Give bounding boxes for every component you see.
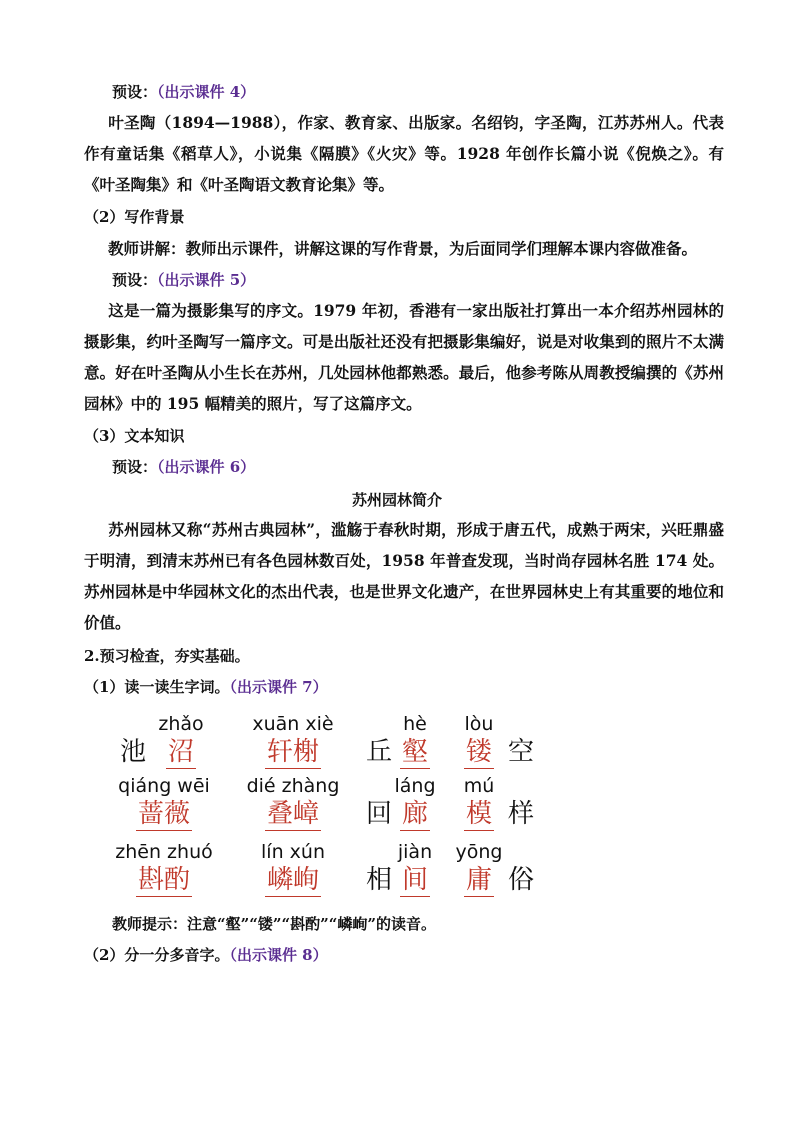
garden-intro-paragraph (84, 514, 724, 638)
polyphone-label: （2）分一分多音字。 (84, 946, 230, 964)
hanzi: 蔷薇 (137, 799, 190, 829)
section-heading-preview: 2.预习检查，夯实基础。 (84, 647, 250, 665)
hanzi: 嶙峋 (266, 865, 319, 895)
hanzi: 间 (401, 865, 428, 895)
pinyin: zhēn zhuó (115, 841, 213, 863)
vocab-row-1 (112, 712, 672, 772)
hanzi: 沼 (167, 737, 194, 767)
preset-line-2 (112, 270, 255, 290)
pinyin: dié zhàng (246, 775, 340, 797)
preset-label: 预设： (112, 83, 158, 101)
preset-label: 预设： (112, 271, 158, 289)
plain-char: 丘 (366, 737, 393, 767)
hanzi: 壑 (401, 737, 428, 767)
hanzi: 廊 (401, 799, 428, 829)
vocab-row-3 (112, 840, 672, 900)
plain-char: 样 (508, 799, 535, 829)
pinyin: zhǎo (158, 713, 204, 735)
vocab-word (390, 840, 440, 897)
polyphone-heading (84, 945, 328, 965)
preset-line-1 (112, 82, 255, 102)
courseware-note: （出示课件 7） (229, 678, 328, 696)
teacher-explain-text: 教师讲解：教师出示课件，讲解这课的写作背景，为后面同学们理解本课内容做准备。 (108, 239, 698, 258)
vocab-word (390, 774, 440, 831)
pinyin: lín xún (261, 841, 325, 863)
vocab-word (454, 840, 504, 897)
pinyin: láng (394, 775, 436, 797)
vocab-word (238, 774, 348, 831)
pinyin: xuān xiè (252, 713, 334, 735)
vocab-word (238, 840, 348, 897)
courseware-note: （出示课件 5） (157, 271, 256, 289)
vocab-word (390, 712, 440, 769)
courseware-note: （出示课件 6） (157, 458, 256, 476)
plain-char: 相 (366, 865, 393, 895)
section-heading-background: （2）写作背景 (84, 208, 185, 226)
hanzi: 镂 (465, 737, 492, 767)
background-text: 这是一篇为摄影集写的序文。1979 年初，香港有一家出版社打算出一本介绍苏州园林的摄影集，约叶圣陶写一篇序文。可是出版社还没有把摄影集编好，说是对收集到的照片不太满意。好在叶圣陶从小生长在苏州，几处园林他都熟悉。最后，他参考陈从周教授编撰的《苏州园林》中的 195 幅精美的照片，写了这篇序文。 (84, 301, 724, 413)
courseware-note: （出示课件 8） (229, 946, 328, 964)
pinyin: yōng (455, 841, 503, 863)
teacher-tip: 教师提示：注意“壑”“镂”“斟酌”“嶙峋”的读音。 (112, 915, 437, 933)
plain-char: 回 (366, 799, 393, 829)
hanzi: 叠嶂 (266, 799, 319, 829)
hanzi: 轩榭 (266, 737, 319, 767)
section-heading-knowledge: （3）文本知识 (84, 427, 185, 445)
hanzi: 斟酌 (137, 865, 190, 895)
vocab-word (112, 774, 216, 831)
preset-label: 预设： (112, 458, 158, 476)
read-words-label: （1）读一读生字词。 (84, 678, 230, 696)
pinyin: mú (463, 775, 495, 797)
vocab-row-2 (112, 774, 672, 834)
preset-line-3 (112, 457, 255, 477)
author-intro-text: 叶圣陶（1894—1988），作家、教育家、出版家。名绍钧，字圣陶，江苏苏州人。代表作有童话集《稻草人》，小说集《隔膜》《火灾》等。1928 年创作长篇小说《倪焕之》。有《叶圣陶集》和《叶圣陶语文教育论集》等。 (84, 113, 724, 194)
pinyin: lòu (464, 713, 494, 735)
plain-char: 俗 (508, 865, 535, 895)
hanzi: 模 (465, 799, 492, 829)
teacher-explain-paragraph (84, 233, 724, 264)
pinyin: qiáng wēi (118, 775, 210, 797)
read-words-heading (84, 677, 328, 697)
author-intro-paragraph (84, 107, 724, 200)
courseware-note: （出示课件 4） (157, 83, 256, 101)
background-paragraph (84, 295, 724, 419)
garden-intro-text: 苏州园林又称“苏州古典园林”，滥觞于春秋时期，形成于唐五代，成熟于两宋，兴旺鼎盛于明清，到清末苏州已有各色园林数百处，1958 年普查发现，当时尚存园林名胜 174 处。苏州园林是中华园林文化的杰出代表，也是世界文化遗产，在世界园林史上有其重要的地位和价值。 (84, 520, 724, 632)
hanzi: 庸 (465, 865, 492, 895)
plain-char: 空 (508, 737, 535, 767)
intro-title: 苏州园林简介 (351, 491, 442, 509)
vocab-word (112, 840, 216, 897)
vocab-word (454, 712, 504, 769)
vocab-word (238, 712, 348, 769)
pinyin: hè (403, 713, 427, 735)
vocab-word (146, 712, 216, 769)
pinyin: jiàn (397, 841, 433, 863)
vocab-word (454, 774, 504, 831)
plain-char: 池 (120, 737, 147, 767)
